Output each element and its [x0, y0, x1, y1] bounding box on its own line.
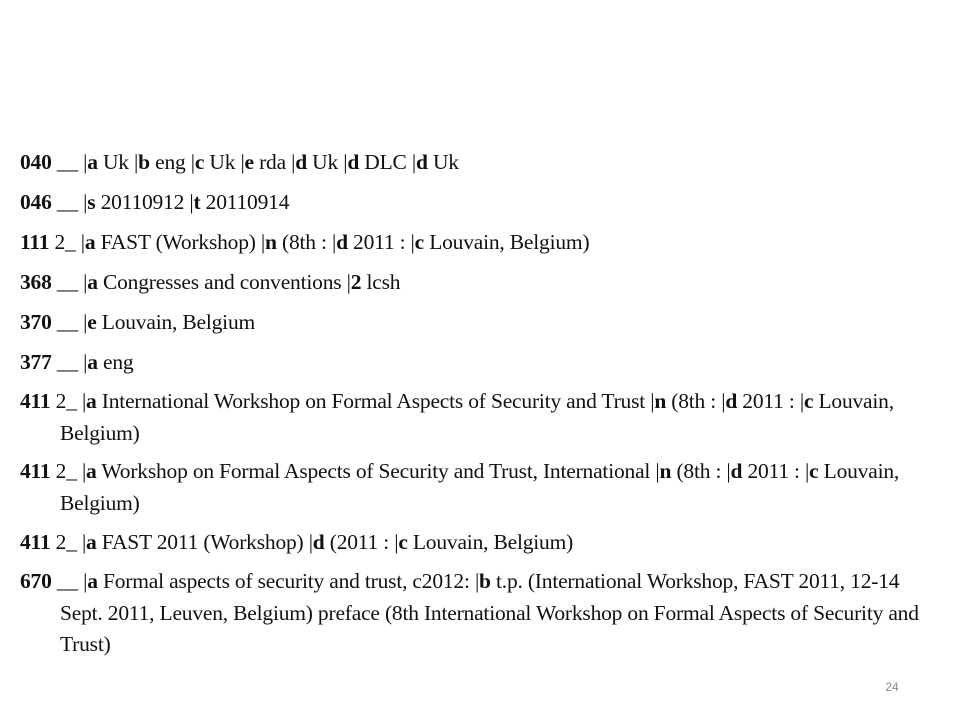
field-tag: 040: [20, 150, 52, 174]
marc-field-040: 040 __ |a Uk |b eng |c Uk |e rda |d Uk |d DLC |d Uk: [20, 150, 459, 174]
subfield-text: Louvain, Belgium): [60, 459, 900, 515]
field-tag: 111: [20, 230, 50, 254]
field-indicators: 2_: [55, 459, 77, 483]
subfield-code: c: [398, 530, 408, 554]
subfield-code: a: [86, 459, 97, 483]
subfield-code: a: [86, 530, 97, 554]
marc-field-111: 111 2_ |a FAST (Workshop) |n (8th : |d 2011 : |c Louvain, Belgium): [20, 230, 590, 254]
subfield-code: e: [87, 310, 97, 334]
subfield-text: (2011 :: [329, 530, 390, 554]
subfield-code: d: [312, 530, 325, 554]
marc-field-411: 411 2_ |a Workshop on Formal Aspects of Security and Trust, International |n (8th : |d 2011 : |c Louvain, Belgium): [20, 459, 900, 515]
subfield-code: d: [730, 459, 743, 483]
marc-authority-record: [20, 146, 940, 668]
subfield-text: FAST 2011 (Workshop): [101, 530, 304, 554]
subfield-code: d: [336, 230, 348, 254]
subfield-code: b: [138, 150, 150, 174]
subfield-text: Congresses and conventions: [102, 270, 342, 294]
subfield-text: lcsh: [366, 270, 401, 294]
subfield-code: e: [244, 150, 254, 174]
marc-field-377: 377 __ |a eng: [20, 350, 134, 374]
subfield-text: 2011 :: [353, 230, 406, 254]
subfield-text: Louvain, Belgium): [60, 389, 894, 445]
subfield-text: Formal aspects of security and trust, c2012:: [102, 569, 470, 593]
field-indicators: __: [56, 350, 78, 374]
field-indicators: __: [56, 190, 78, 214]
field-indicators: 2_: [55, 389, 77, 413]
field-indicators: 2_: [54, 230, 76, 254]
subfield-text: t.p. (International Workshop, FAST 2011, 12-14 Sept. 2011, Leuven, Belgium) preface (8th International Workshop on Formal Aspects of Security and Trust): [60, 569, 919, 656]
field-indicators: __: [56, 310, 78, 334]
field-indicators: __: [56, 150, 78, 174]
subfield-text: Louvain, Belgium: [101, 310, 256, 334]
subfield-code: a: [84, 230, 96, 254]
subfield-text: Uk: [209, 150, 236, 174]
field-indicators: __: [56, 270, 78, 294]
subfield-text: Louvain, Belgium): [429, 230, 590, 254]
subfield-code: a: [87, 150, 98, 174]
subfield-code: a: [87, 569, 98, 593]
subfield-text: rda: [259, 150, 286, 174]
subfield-code: c: [194, 150, 205, 174]
marc-field-368: 368 __ |a Congresses and conventions |2 lcsh: [20, 270, 401, 294]
subfield-text: DLC: [364, 150, 407, 174]
subfield-code: a: [87, 350, 98, 374]
field-tag: 046: [20, 190, 52, 214]
subfield-code: n: [654, 389, 667, 413]
subfield-code: t: [193, 190, 201, 214]
subfield-text: Uk: [102, 150, 129, 174]
subfield-code: n: [265, 230, 277, 254]
field-tag: 368: [20, 270, 52, 294]
field-tag: 370: [20, 310, 52, 334]
subfield-text: eng: [102, 350, 134, 374]
subfield-code: c: [803, 389, 814, 413]
subfield-code: a: [86, 389, 97, 413]
marc-field-046: 046 __ |s 20110912 |t 20110914: [20, 190, 290, 214]
subfield-code: s: [87, 190, 96, 214]
marc-field-411: 411 2_ |a International Workshop on Formal Aspects of Security and Trust |n (8th : |d 2011 : |c Louvain, Belgium): [20, 389, 894, 445]
subfield-code: d: [415, 150, 428, 174]
subfield-text: 20110914: [205, 190, 290, 214]
page-number: 24: [885, 680, 899, 694]
subfield-text: 20110912: [100, 190, 185, 214]
subfield-code: 2: [350, 270, 362, 294]
subfield-text: (8th :: [676, 459, 722, 483]
field-tag: 411: [20, 459, 51, 483]
subfield-code: d: [347, 150, 360, 174]
marc-field-370: 370 __ |e Louvain, Belgium: [20, 310, 256, 334]
field-tag: 670: [20, 569, 52, 593]
subfield-text: (8th :: [671, 389, 717, 413]
field-indicators: 2_: [55, 530, 77, 554]
subfield-code: c: [414, 230, 424, 254]
subfield-code: a: [87, 270, 98, 294]
marc-field-670: 670 __ |a Formal aspects of security and trust, c2012: |b t.p. (International Workshop, FAST 2011, 12-14 Sept. 2011, Leuven, Belgium) preface (8th International Workshop on Formal Aspects of Security and Trust): [20, 569, 919, 656]
subfield-code: c: [809, 459, 819, 483]
subfield-text: 2011 :: [747, 459, 800, 483]
subfield-code: n: [659, 459, 672, 483]
subfield-code: b: [479, 569, 491, 593]
subfield-text: Uk: [312, 150, 339, 174]
subfield-text: Uk: [432, 150, 459, 174]
subfield-text: Workshop on Formal Aspects of Security and Trust, International: [101, 459, 651, 483]
marc-field-411: 411 2_ |a FAST 2011 (Workshop) |d (2011 : |c Louvain, Belgium): [20, 530, 574, 554]
subfield-code: d: [725, 389, 738, 413]
subfield-code: d: [295, 150, 307, 174]
subfield-text: (8th :: [281, 230, 327, 254]
field-tag: 411: [20, 389, 51, 413]
subfield-text: 2011 :: [742, 389, 795, 413]
subfield-text: eng: [155, 150, 186, 174]
field-indicators: __: [56, 569, 78, 593]
subfield-text: FAST (Workshop): [100, 230, 256, 254]
subfield-text: International Workshop on Formal Aspects of Security and Trust: [101, 389, 646, 413]
subfield-text: Louvain, Belgium): [412, 530, 574, 554]
field-tag: 411: [20, 530, 51, 554]
field-tag: 377: [20, 350, 52, 374]
